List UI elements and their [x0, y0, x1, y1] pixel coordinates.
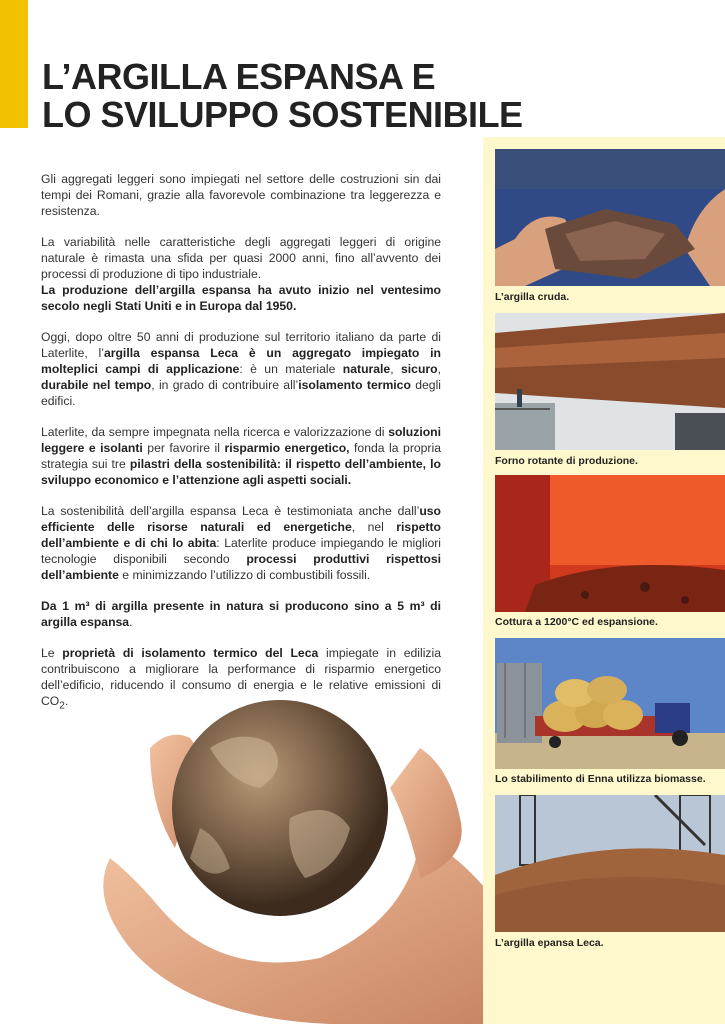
caption-biomass: Lo stabilimento di Enna utilizza biomasse.	[495, 773, 706, 785]
rotary-kiln-photo	[495, 313, 725, 450]
paragraph-4: Laterlite, da sempre impegnata nella ricerca e valorizzazione di soluzioni leggere e isolanti per favorire il risparmio energetico, fonda la propria strategia sui tre pilastri della sostenibilità: il rispetto dell’ambiente, lo sviluppo economico e l’attenzione agli aspetti sociali.	[41, 425, 441, 487]
globe-in-hands-image	[90, 688, 485, 1024]
caption-firing: Cottura a 1200°C ed espansione.	[495, 616, 658, 628]
caption-raw-clay: L’argilla cruda.	[495, 291, 570, 303]
page-title	[42, 58, 523, 134]
raw-clay-photo	[495, 149, 725, 286]
yellow-accent-tab	[0, 0, 28, 128]
caption-leca: L’argilla epansa Leca.	[495, 937, 604, 949]
paragraph-2: La variabilità nelle caratteristiche degli aggregati leggeri di origine naturale è rimasta una sfida per quasi 2000 anni, fino all’avvento dei processi di produzione di tipo industriale. La produzione dell’argilla espansa ha avuto inizio nel ventesimo secolo negli Stati Uniti e in Europa dal 1950.	[41, 235, 441, 313]
title-line-1: L’ARGILLA ESPANSA E	[42, 56, 436, 97]
biomass-plant-photo	[495, 638, 725, 769]
title-line-2: LO SVILUPPO SOSTENIBILE	[42, 94, 523, 135]
paragraph-6: Da 1 m³ di argilla presente in natura si producono sino a 5 m³ di argilla espansa.	[41, 599, 441, 629]
leca-pile-photo	[495, 795, 725, 932]
photo-sidebar	[483, 137, 725, 1024]
body-text	[41, 171, 441, 729]
firing-photo	[495, 475, 725, 612]
caption-kiln: Forno rotante di produzione.	[495, 455, 638, 467]
paragraph-3: Oggi, dopo oltre 50 anni di produzione sul territorio italiano da parte di Laterlite, l’argilla espansa Leca è un aggregato impiegato in molteplici campi di applicazione: è un materiale naturale, sicuro, durabile nel tempo, in grado di contribuire all’isolamento termico degli edifici.	[41, 330, 442, 408]
paragraph-5: La sostenibilità dell’argilla espansa Leca è testimoniata anche dall’uso efficiente delle risorse naturali ed energetiche, nel rispetto dell’ambiente e di chi lo abita: Laterlite produce impiegando le migliori tecnologie disponibili secondo processi produttivi rispettosi dell’ambiente e minimizzando l’utilizzo di combustibili fossili.	[41, 504, 441, 582]
paragraph-7: Le proprietà di isolamento termico del Leca impiegate in edilizia contribuiscono a migliorare la performance di risparmio energetico dell’edificio, riducendo il consumo di energia e le relative emissioni di $CO_2$.	[41, 646, 441, 712]
paragraph-1: Gli aggregati leggeri sono impiegati nel settore delle costruzioni sin dai tempi dei Romani, grazie alla favorevole combinazione tra leggerezza e resistenza.	[41, 172, 441, 218]
